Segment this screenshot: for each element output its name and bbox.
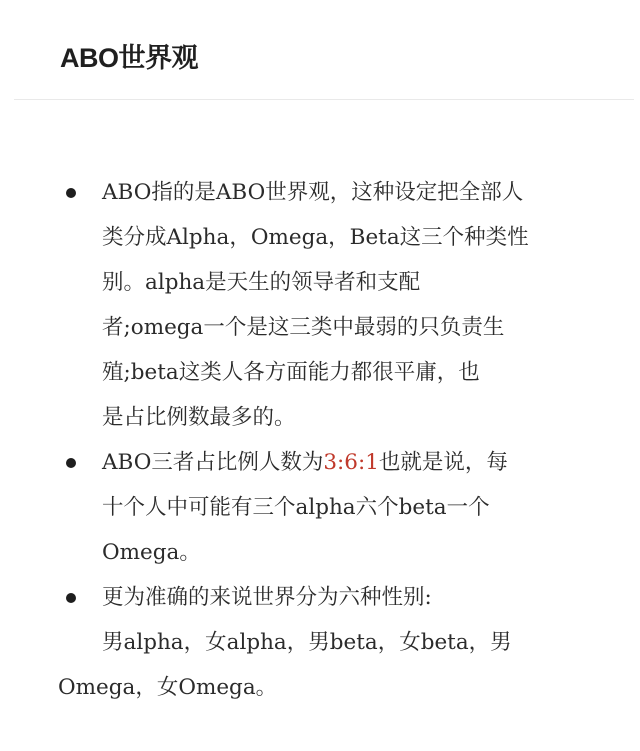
- text-line: 殖;beta这类人各方面能力都很平庸，也: [102, 360, 480, 385]
- list-item-text: [102, 170, 584, 440]
- text-line: 是占比例数最多的。: [102, 405, 296, 430]
- bullet-dot-icon: [66, 593, 76, 603]
- text-line: [102, 440, 584, 485]
- ratio-highlight: 3:6:1: [323, 450, 379, 475]
- text-line: 男alpha，女alpha，男beta，女beta，男: [102, 630, 512, 655]
- list-item-text: [102, 440, 584, 575]
- list-item: [0, 170, 640, 440]
- text-segment: 也就是说，每: [378, 450, 508, 475]
- text-line: 者;omega一个是这三类中最弱的只负责生: [102, 315, 505, 340]
- header-divider: [14, 99, 634, 100]
- text-line: Omega。: [102, 540, 201, 565]
- list-item: [0, 575, 640, 665]
- list-item-text: [102, 575, 584, 665]
- bullet-dot-icon: [66, 458, 76, 468]
- text-line: ABO指的是ABO世界观，这种设定把全部人: [102, 180, 524, 205]
- page-title: ABO世界观: [60, 43, 198, 73]
- bullet-dot-icon: [66, 188, 76, 198]
- text-line: 类分成Alpha，Omega，Beta这三个种类性: [102, 225, 529, 250]
- text-line: 更为准确的来说世界分为六种性别:: [102, 585, 432, 610]
- text-line: 别。alpha是天生的领导者和支配: [102, 270, 421, 295]
- text-line: Omega，女Omega。: [58, 675, 278, 700]
- article-body: [0, 170, 640, 710]
- text-line: 十个人中可能有三个alpha六个beta一个: [102, 495, 490, 520]
- list-item: [0, 440, 640, 575]
- text-segment: ABO三者占比例人数为: [102, 450, 324, 475]
